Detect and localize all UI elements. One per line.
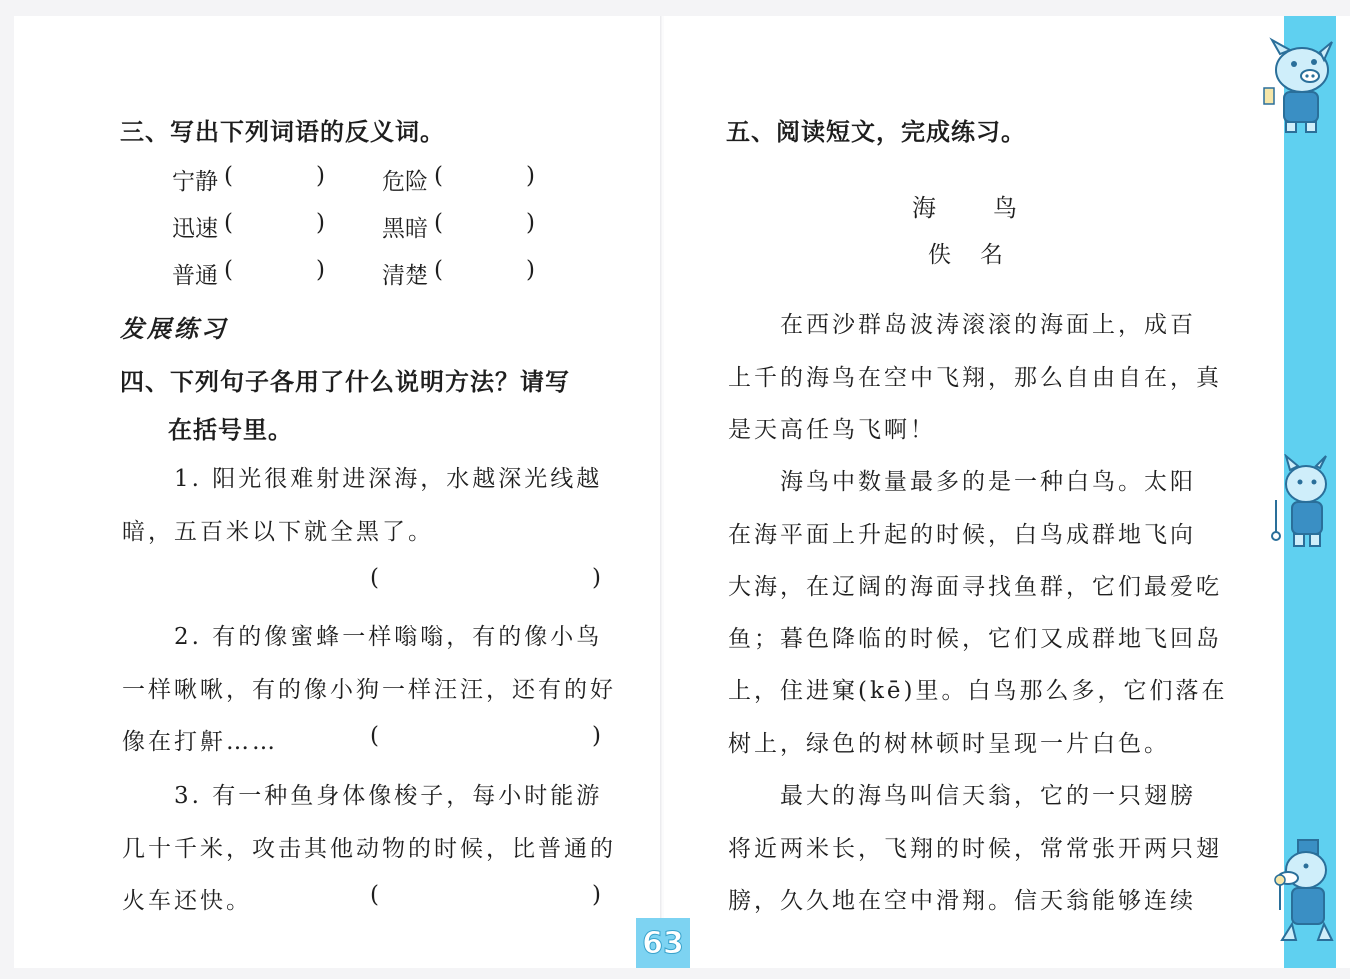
article-line: 在海平面上升起的时候，白鸟成群地飞向 bbox=[728, 522, 1196, 548]
close-paren: ) bbox=[592, 882, 601, 908]
dog-mascot-icon bbox=[1262, 836, 1340, 946]
article-line: 上，住进窠(kē)里。白鸟那么多，它们落在 bbox=[728, 678, 1228, 704]
answer-blank bbox=[0, 565, 660, 595]
article-line: 上千的海鸟在空中飞翔，那么自由自在，真 bbox=[728, 365, 1222, 391]
open-paren: ( bbox=[370, 565, 379, 591]
section4-title-line2: 在括号里。 bbox=[168, 416, 293, 444]
q2-line: 2. 有的像蜜蜂一样嗡嗡，有的像小鸟 bbox=[174, 624, 603, 650]
pig-mascot-icon bbox=[1258, 36, 1338, 136]
develop-title: 发展练习 bbox=[120, 315, 228, 343]
antonym-word: 宁静 bbox=[172, 169, 218, 195]
article-author: 佚 名 bbox=[928, 242, 1006, 268]
section3-title: 三、写出下列词语的反义词。 bbox=[120, 118, 445, 146]
answer-blank bbox=[0, 882, 660, 912]
close-paren: ) bbox=[526, 163, 535, 189]
open-paren: ( bbox=[224, 210, 233, 236]
open-paren: ( bbox=[224, 257, 233, 283]
section4-title-line1: 四、下列句子各用了什么说明方法？请写 bbox=[120, 368, 570, 396]
q2-line: 像在打鼾…… bbox=[122, 729, 278, 755]
antonym-row bbox=[0, 257, 660, 287]
article-line: 海鸟中数量最多的是一种白鸟。太阳 bbox=[780, 469, 1196, 495]
article-line: 大海，在辽阔的海面寻找鱼群，它们最爱吃 bbox=[728, 574, 1222, 600]
close-paren: ) bbox=[526, 210, 535, 236]
answer-blank bbox=[0, 723, 660, 753]
antonym-row bbox=[0, 210, 660, 240]
antonym-word: 普通 bbox=[172, 263, 218, 289]
close-paren: ) bbox=[316, 210, 325, 236]
q1-line: 1. 阳光很难射进深海，水越深光线越 bbox=[174, 466, 603, 492]
article-line: 膀，久久地在空中滑翔。信天翁能够连续 bbox=[728, 888, 1196, 914]
open-paren: ( bbox=[370, 882, 379, 908]
article-line: 在西沙群岛波涛滚滚的海面上，成百 bbox=[780, 312, 1196, 338]
q3-line: 3. 有一种鱼身体像梭子，每小时能游 bbox=[174, 783, 603, 809]
close-paren: ) bbox=[526, 257, 535, 283]
open-paren: ( bbox=[224, 163, 233, 189]
close-paren: ) bbox=[592, 565, 601, 591]
q1-line: 暗，五百米以下就全黑了。 bbox=[122, 519, 434, 545]
cat-mascot-icon bbox=[1268, 454, 1340, 554]
antonym-word: 黑暗 bbox=[382, 216, 428, 242]
section5-title: 五、阅读短文，完成练习。 bbox=[726, 118, 1026, 146]
close-paren: ) bbox=[592, 723, 601, 749]
antonym-word: 迅速 bbox=[172, 216, 218, 242]
close-paren: ) bbox=[316, 257, 325, 283]
antonym-row bbox=[0, 163, 660, 193]
antonym-word: 危险 bbox=[382, 169, 428, 195]
q3-line: 火车还快。 bbox=[122, 888, 252, 914]
open-paren: ( bbox=[370, 723, 379, 749]
open-paren: ( bbox=[434, 163, 443, 189]
article-line: 将近两米长，飞翔的时候，常常张开两只翅 bbox=[728, 836, 1222, 862]
article-title: 海 鸟 bbox=[912, 194, 1020, 222]
open-paren: ( bbox=[434, 210, 443, 236]
article-line: 鱼；暮色降临的时候，它们又成群地飞回岛 bbox=[728, 626, 1222, 652]
q2-line: 一样啾啾，有的像小狗一样汪汪，还有的好 bbox=[122, 677, 616, 703]
q3-line: 几十千米，攻击其他动物的时候，比普通的 bbox=[122, 836, 616, 862]
article-line: 最大的海鸟叫信天翁，它的一只翅膀 bbox=[780, 783, 1196, 809]
article-line: 树上，绿色的树林顿时呈现一片白色。 bbox=[728, 731, 1170, 757]
article-line: 是天高任鸟飞啊！ bbox=[728, 417, 936, 443]
page-number: 63 bbox=[636, 918, 690, 968]
close-paren: ) bbox=[316, 163, 325, 189]
open-paren: ( bbox=[434, 257, 443, 283]
antonym-word: 清楚 bbox=[382, 263, 428, 289]
